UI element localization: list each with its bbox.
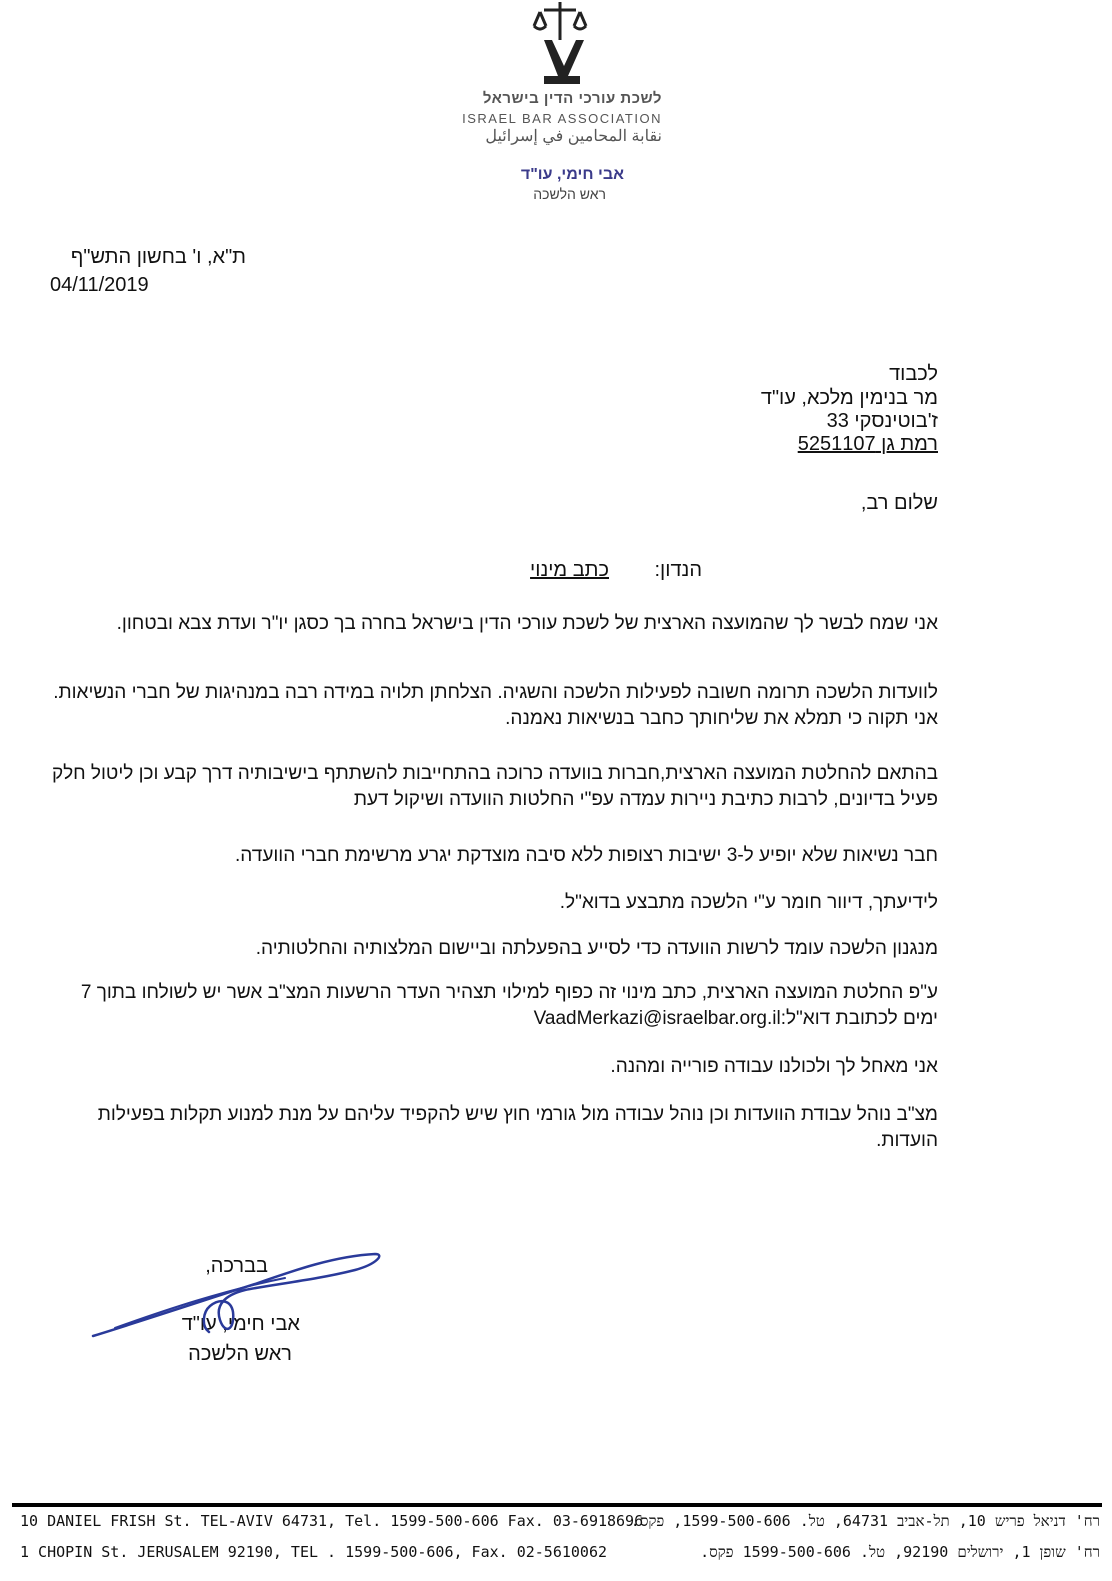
signature-closing: בברכה,	[205, 1255, 268, 1277]
recipient-name: מר בנימין מלכא, עו"ד	[760, 387, 938, 409]
signature-title: ראש הלשכה	[188, 1343, 292, 1365]
scales-of-justice-icon	[530, 0, 590, 90]
gregorian-date: 04/11/2019	[50, 274, 149, 296]
footer-jerusalem	[20, 1543, 1100, 1563]
footer-divider	[12, 1503, 1102, 1507]
recipient-salutation: לכבוד	[889, 363, 938, 385]
greeting: שלום רב,	[860, 492, 938, 514]
hebrew-date: ת"א, ו' בחשון התש"ף	[70, 246, 246, 268]
recipient-city: רמת גן 5251107	[797, 433, 938, 455]
footer-jerusalem-en: 1 CHOPIN St. JERUSALEM 92190, TEL . 1599-500-606, Fax. 02-5610062	[20, 1543, 607, 1561]
subject-text: כתב מינוי	[530, 559, 609, 581]
body-paragraph: לוועדות הלשכה תרומה חשובה לפעילות הלשכה והשגיה. הצלחתן תלויה במידה רבה במנהיגות של חברי הנשיאות. אני תקוה כי תמלא את שליחותך כחבר בנשיאות נאמנה.	[53, 682, 938, 729]
org-name-arabic: نقابة المحامين في إسرائيل	[485, 128, 662, 145]
subject-label: הנדון:	[654, 559, 702, 581]
handwritten-signature	[85, 1240, 385, 1350]
body-paragraph: בהתאם להחלטת המועצה הארצית,חברות בוועדה כרוכה בהתחייבות להשתתף בישיבותיה דרך קבע וכן ליטול חלק פעיל בדיונים, לרבות כתיבת ניירות עמדה עפ"י החלטות הוועדה ושיקול דעת	[52, 763, 938, 810]
letterhead-head-name: אבי חימי, עו"ד	[520, 166, 624, 183]
footer-tel-aviv-en: 10 DANIEL FRISH St. TEL-AVIV 64731, Tel. 1599-500-606 Fax. 03-6918696	[20, 1512, 644, 1530]
body-paragraph: מנגנון הלשכה עומד לרשות הוועדה כדי לסייע בהפעלתה וביישום המלצותיה והחלטותיה.	[255, 938, 938, 959]
footer-tel-aviv-he: רח' דניאל פריש 10, תל-אביב 64731, טל. 1599-500-606, פקס.	[630, 1512, 1100, 1530]
recipient-street: ז'בוטינסקי 33	[826, 410, 938, 432]
body-paragraph: לידיעתך, דיוור חומר ע"י הלשכה מתבצע בדוא"ל.	[559, 892, 938, 913]
body-paragraph: ע"פ החלטת המועצה הארצית, כתב מינוי זה כפוף למילוי תצהיר העדר הרשעות המצ"ב אשר יש לשולחו בתוך 7 ימים לכתובת דוא"ל:VaadMerkazi@israelbar.org.il	[80, 982, 938, 1029]
org-name-english: ISRAEL BAR ASSOCIATION	[462, 111, 662, 126]
signature-name: אבי חימי, עו"ד	[181, 1313, 300, 1335]
footer-jerusalem-he: רח' שופן 1, ירושלים 92190, טל. 1599-500-606 פקס.	[700, 1543, 1100, 1561]
footer-tel-aviv	[20, 1512, 1100, 1532]
letterhead-head-title: ראש הלשכה	[533, 186, 606, 202]
body-paragraph: מצ"ב נוהל עבודת הוועדות וכן נוהל עבודה מול גורמי חוץ שיש להקפיד עליהם על מנת למנוע תקלות בפעילות הועדות.	[97, 1104, 938, 1151]
body-paragraph: חבר נשיאות שלא יופיע ל-3 ישיבות רצופות ללא סיבה מוצדקת יגרע מרשימת חברי הוועדה.	[235, 845, 938, 866]
body-paragraph: אני מאחל לך ולכולנו עבודה פורייה ומהנה.	[610, 1056, 938, 1077]
body-paragraph: אני שמח לבשר לך שהמועצה הארצית של לשכת עורכי הדין בישראל בחרה בך כסגן יו"ר ועדת צבא ובטחון.	[116, 613, 938, 634]
org-name-hebrew: לשכת עורכי הדין בישראל	[482, 90, 662, 107]
